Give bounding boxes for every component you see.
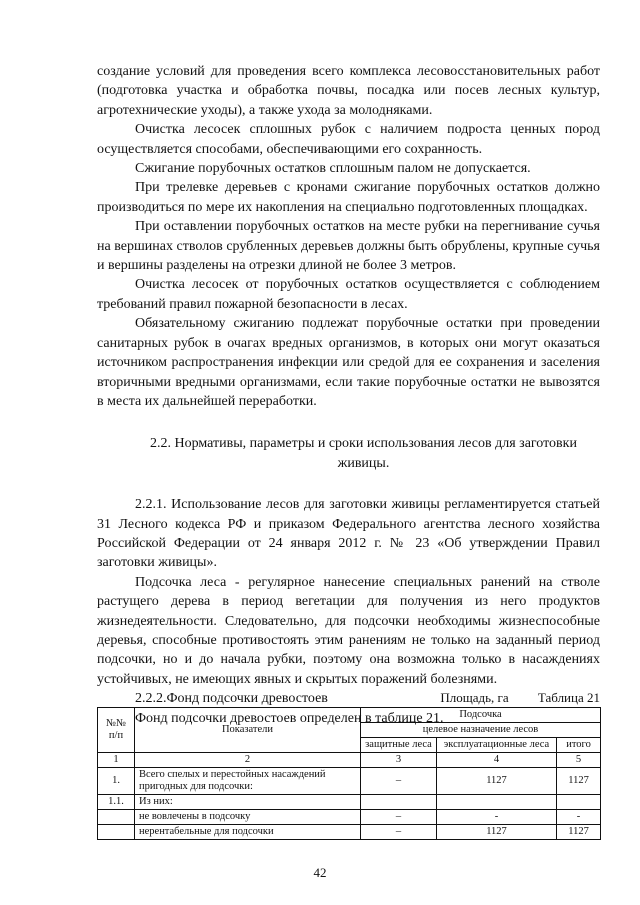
paragraph: При оставлении порубочных остатков на месте рубки на перегнивание сучья на вершинах стволов срубленных деревьев должны быть обрублены, крупные сучья и вершины разделены на отрезки длиной не более 3 метров.	[97, 219, 600, 274]
paragraph: создание условий для проведения всего комплекса лесовосстановительных работ (подготовка участка и обработка почвы, посадка или посев лесных культур, агротехнические уходы), а также ухода за молодняками.	[97, 64, 600, 118]
row-exploitation: 1127	[437, 825, 557, 840]
subsection-heading: 2.2.2.Фонд подсочки древостоев	[135, 691, 328, 707]
table-row	[98, 825, 601, 840]
document-body	[97, 62, 600, 728]
row-protective: –	[361, 768, 437, 795]
row-total: -	[557, 810, 601, 825]
row-total: 1127	[557, 825, 601, 840]
col-number: 3	[361, 753, 437, 768]
row-protective: –	[361, 810, 437, 825]
header-exploitation: эксплуатационные леса	[437, 738, 557, 753]
row-num	[98, 825, 135, 840]
header-num: №№ п/п	[98, 708, 135, 753]
column-number-row	[98, 753, 601, 768]
row-num: 1.1.	[98, 795, 135, 810]
table-row	[98, 810, 601, 825]
col-number: 2	[135, 753, 361, 768]
paragraph: Очистка лесосек сплошных рубок с наличием подроста ценных пород осуществляется способами, обеспечивающими его сохранность.	[97, 122, 600, 157]
row-total: 1127	[557, 768, 601, 795]
paragraph: 2.2.1. Использование лесов для заготовки живицы регламентируется статьей 31 Лесного кодекса РФ и приказом Федерального агентства лесного хозяйства Российской Федерации от 24 января 2012 г. № 23 «Об утверждении Правил заготовки живицы».	[97, 497, 600, 571]
row-name: Из них:	[135, 795, 361, 810]
row-exploitation: 1127	[437, 768, 557, 795]
row-num: 1.	[98, 768, 135, 795]
row-name: нерентабельные для подсочки	[135, 825, 361, 840]
row-name: Всего спелых и перестойных насаждений пригодных для подсочки:	[135, 768, 361, 795]
row-exploitation	[437, 795, 557, 810]
header-total: итого	[557, 738, 601, 753]
table-caption	[97, 690, 600, 705]
paragraph: При трелевке деревьев с кронами сжигание порубочных остатков должно производиться по мере их накопления на специально подготовленных площадках.	[97, 180, 600, 215]
header-protective: защитные леса	[361, 738, 437, 753]
row-num	[98, 810, 135, 825]
paragraph: Фонд подсочки древостоев определен в таблице 21.	[135, 710, 444, 726]
table-row	[98, 795, 601, 810]
table-row	[98, 768, 601, 795]
row-name: не вовлечены в подсочку	[135, 810, 361, 825]
row-total	[557, 795, 601, 810]
table-unit: Площадь, га	[440, 690, 509, 705]
section-heading: 2.2. Нормативы, параметры и сроки использования лесов для заготовки живицы.	[150, 436, 577, 471]
paragraph: Очистка лесосек от порубочных остатков осуществляется с соблюдением требований правил пожарной безопасности в лесах.	[97, 277, 600, 312]
paragraph: Обязательному сжиганию подлежат порубочные остатки при проведении санитарных рубок в очагах вредных организмов, в которых они могут оказаться источником распространения инфекции или средой для ее сохранения и заселения вторичными вредными организмами, если такие порубочные остатки не вывозятся в места их дальнейшей переработки.	[97, 316, 600, 409]
row-protective	[361, 795, 437, 810]
col-number: 4	[437, 753, 557, 768]
paragraph: Подсочка леса - регулярное нанесение специальных ранений на стволе растущего дерева в период вегетации для получения из него продуктов жизнедеятельности. Следовательно, для подсочки необходимы жизнеспособные деревья, способные противостоять этим ранениям не только на заданный период подсочки, но и до начала рубки, поэтому она возможна только в насаждениях устойчивых, не имеющих явных и скрытых поражений болезнями.	[97, 574, 600, 687]
row-exploitation: -	[437, 810, 557, 825]
col-number: 5	[557, 753, 601, 768]
page-number: 42	[313, 865, 327, 880]
col-number: 1	[98, 753, 135, 768]
table-label: Таблица 21	[537, 690, 600, 705]
header-tapping: Подсочка	[361, 708, 601, 723]
row-protective: –	[361, 825, 437, 840]
tapping-fund-table	[97, 707, 601, 840]
header-purpose: целевое назначение лесов	[361, 723, 601, 738]
header-indicators: Показатели	[135, 708, 361, 753]
paragraph: Сжигание порубочных остатков сплошным палом не допускается.	[135, 161, 531, 177]
